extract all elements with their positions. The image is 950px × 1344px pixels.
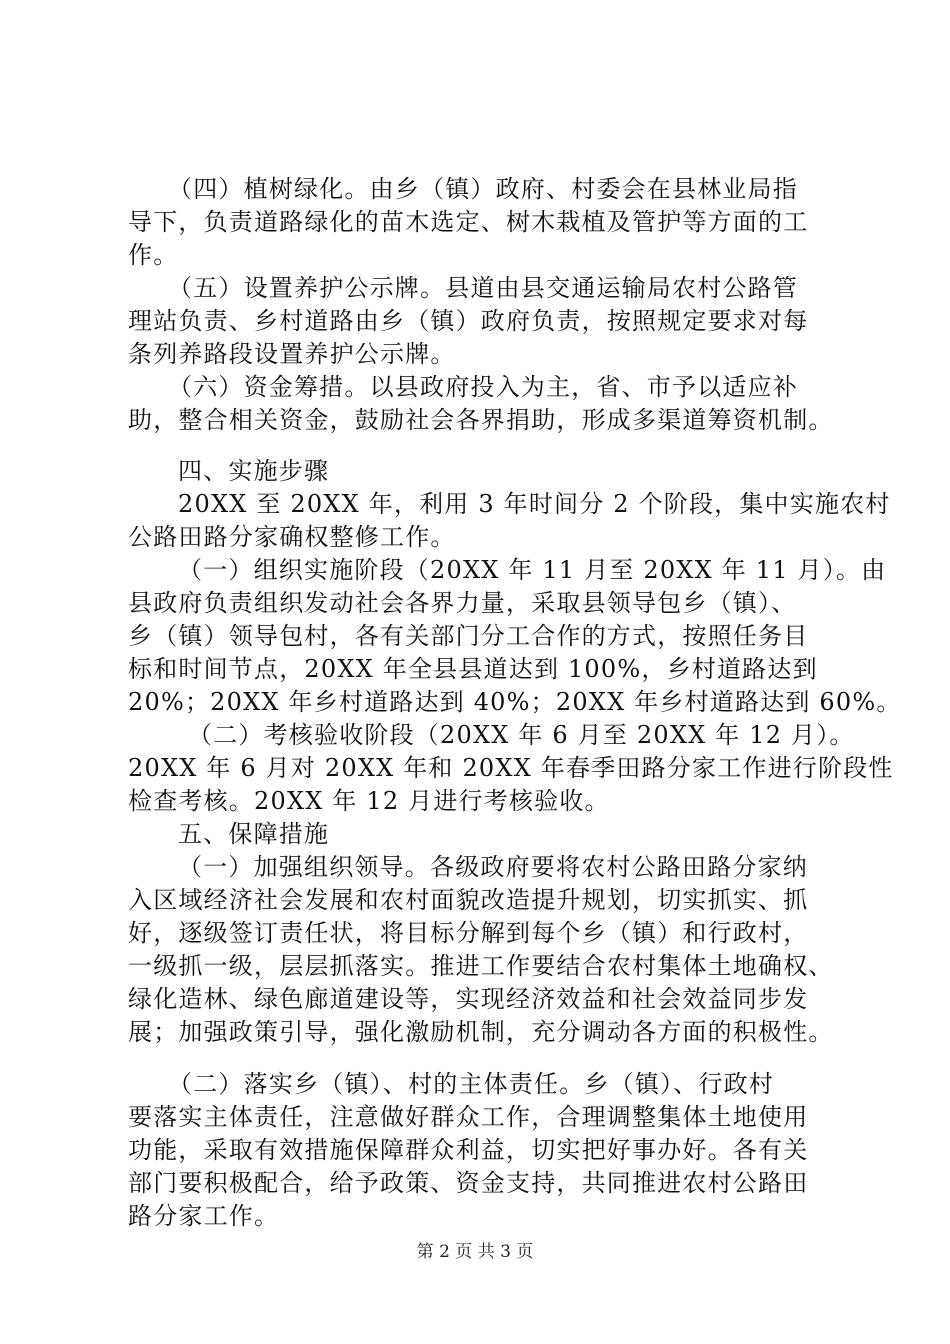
text-line: 导下，负责道路绿化的苗木选定、树木栽植及管护等方面的工 (128, 208, 809, 236)
text-line: 部门要积极配合，给予政策、资金支持，共同推进农村公路田 (128, 1169, 809, 1197)
text-line: 助，整合相关资金，鼓励社会各界捐助，形成多渠道筹资机制。 (128, 406, 834, 434)
text-line: 20XX 年 6 月对 20XX 年和 20XX 年春季田路分家工作进行阶段性 (128, 754, 894, 782)
text-line: 公路田路分家确权整修工作。 (128, 523, 456, 551)
text-line: （二）考核验收阶段（20XX 年 6 月至 20XX 年 12 月）。 (188, 721, 855, 749)
text-line: 展；加强政策引导，强化激励机制，充分调动各方面的积极性。 (128, 1018, 834, 1046)
page-footer (0, 1240, 950, 1264)
text-line: （六）资金筹措。以县政府投入为主，省、市予以适应补 (168, 373, 798, 401)
text-line: （一）加强组织领导。各级政府要将农村公路田路分家纳 (178, 853, 808, 881)
text-line: （二）落实乡（镇）、村的主体责任。乡（镇）、行政村 (168, 1070, 774, 1098)
text-line: 好，逐级签订责任状，将目标分解到每个乡（镇）和行政村， (128, 919, 809, 947)
text-line: 标和时间节点，20XX 年全县县道达到 100%，乡村道路达到 (128, 655, 818, 683)
text-line: 县政府负责组织发动社会各界力量，采取县领导包乡（镇）、 (128, 589, 797, 617)
section-heading: 四、实施步骤 (178, 457, 330, 485)
text-line: 乡（镇）领导包村，各有关部门分工合作的方式，按照任务目 (128, 622, 809, 650)
text-line: （五）设置养护公示牌。县道由县交通运输局农村公路管 (168, 274, 798, 302)
page-number: 第 2 页 共 3 页 (416, 1242, 534, 1262)
text-line: 入区域经济社会发展和农村面貌改造提升规划，切实抓实、抓 (128, 886, 809, 914)
text-line: 功能，采取有效措施保障群众利益，切实把好事办好。各有关 (128, 1136, 809, 1164)
text-line: （四）植树绿化。由乡（镇）政府、村委会在县林业局指 (168, 175, 798, 203)
text-line: 绿化造林、绿色廊道建设等，实现经济效益和社会效益同步发 (128, 985, 809, 1013)
text-line: （一）组织实施阶段（20XX 年 11 月至 20XX 年 11 月）。由 (178, 556, 887, 584)
text-line: 20XX 至 20XX 年，利用 3 年时间分 2 个阶段，集中实施农村 (178, 490, 891, 518)
text-line: 20%；20XX 年乡村道路达到 40%；20XX 年乡村道路达到 60%。 (128, 688, 902, 716)
section-heading: 五、保障措施 (178, 820, 330, 848)
text-line: 一级抓一级，层层抓落实。推进工作要结合农村集体土地确权、 (128, 952, 834, 980)
text-line: 要落实主体责任，注意做好群众工作，合理调整集体土地使用 (128, 1103, 809, 1131)
text-line: 路分家工作。 (128, 1202, 280, 1230)
text-line: 理站负责、乡村道路由乡（镇）政府负责，按照规定要求对每 (128, 307, 809, 335)
text-line: 作。 (128, 241, 179, 269)
text-line: 条列养路段设置养护公示牌。 (128, 340, 456, 368)
text-line: 检查考核。20XX 年 12 月进行考核验收。 (128, 787, 610, 815)
